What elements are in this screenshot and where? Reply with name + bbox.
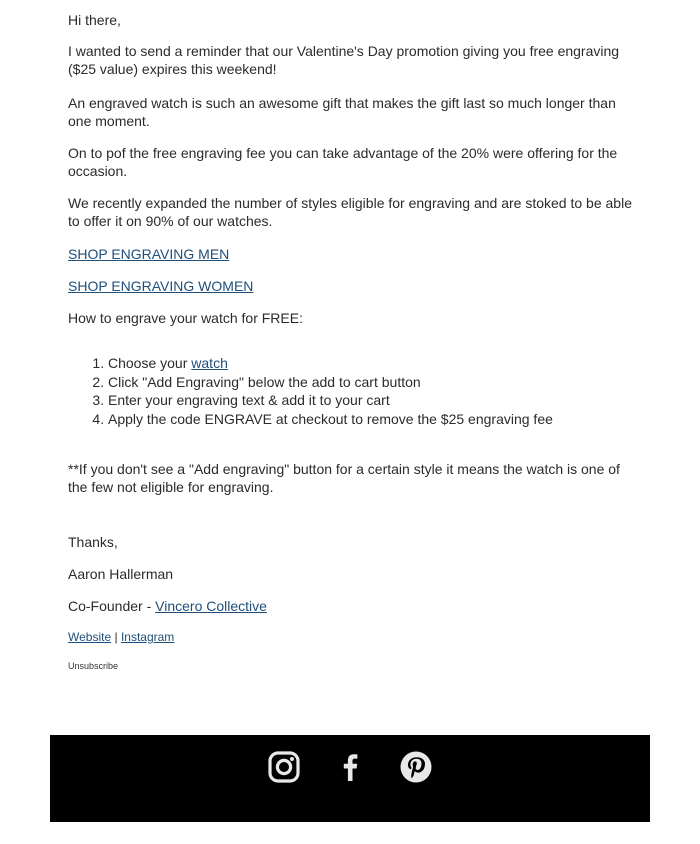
- step-3: 3. Enter your engraving text & add it to your cart: [108, 391, 553, 410]
- greeting: Hi there,: [68, 12, 121, 28]
- pinterest-icon[interactable]: [399, 750, 433, 784]
- paragraph-gift: An engraved watch is such an awesome gift that makes the gift last so much longer than one moment.: [68, 95, 616, 129]
- step-1: [108, 354, 553, 373]
- facebook-icon[interactable]: [333, 750, 367, 784]
- paragraph-styles: We recently expanded the number of styles eligible for engraving and are stoked to be able to offer it on 90% of our watches.: [68, 195, 632, 229]
- watch-link[interactable]: watch: [191, 355, 228, 371]
- footer-links: [68, 628, 174, 646]
- unsubscribe-text[interactable]: Unsubscribe: [68, 661, 119, 671]
- steps-list: [68, 354, 553, 428]
- step-4: 4. Apply the code ENGRAVE at checkout to remove the $25 engraving fee: [108, 410, 553, 429]
- social-icons: [50, 750, 650, 784]
- website-link[interactable]: Website: [68, 630, 112, 644]
- social-footer: [50, 735, 650, 822]
- shop-engraving-men-link[interactable]: SHOP ENGRAVING MEN: [68, 246, 230, 262]
- paragraph-reminder: I wanted to send a reminder that our Valentine's Day promotion giving you free engraving ($25 value) expires this weekend!: [68, 43, 620, 77]
- shop-women-row: [68, 277, 253, 295]
- howto-heading: How to engrave your watch for FREE:: [68, 310, 303, 326]
- instagram-icon[interactable]: [267, 750, 301, 784]
- shop-engraving-women-link[interactable]: SHOP ENGRAVING WOMEN: [68, 278, 254, 294]
- eligibility-note: **If you don't see a "Add engraving" button for a certain style it means the watch is one of the few not eligible for engraving.: [68, 461, 620, 495]
- company-link[interactable]: Vincero Collective: [155, 598, 267, 614]
- paragraph-discount: On to pof the free engraving fee you can take advantage of the 20% were offering for the occasion.: [68, 145, 618, 179]
- instagram-link[interactable]: Instagram: [120, 630, 175, 644]
- link-separator: |: [111, 630, 121, 644]
- signoff-thanks: Thanks,: [68, 534, 118, 550]
- signoff-name: Aaron Hallerman: [68, 566, 174, 582]
- shop-men-row: [68, 245, 229, 263]
- step-2: 2. Click "Add Engraving" below the add to cart button: [108, 373, 553, 392]
- step-1-text: Choose your: [108, 355, 192, 371]
- signoff-title-prefix: Co-Founder -: [68, 598, 156, 614]
- signoff-title: [68, 597, 267, 615]
